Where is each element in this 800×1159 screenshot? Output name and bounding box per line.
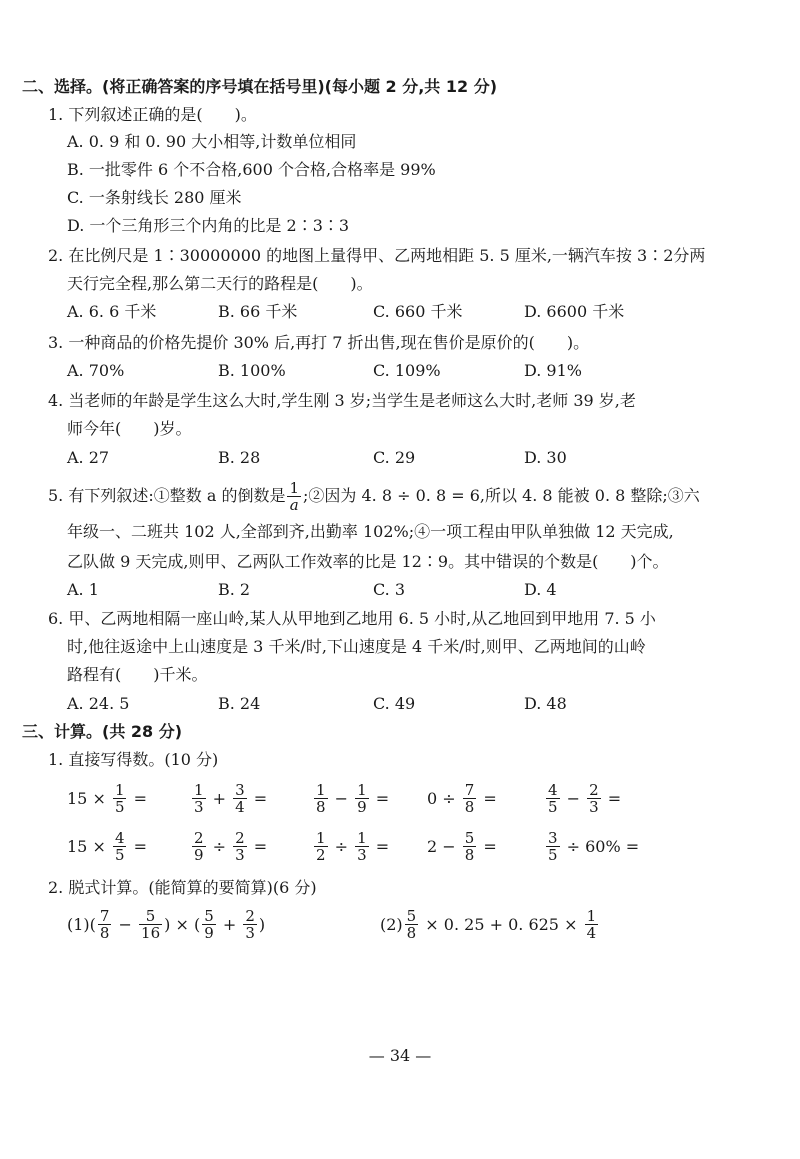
q3-option-c: C. 109%	[373, 361, 441, 380]
q5-fraction-denominator: a	[289, 496, 299, 514]
q2-option-a: A. 6. 6 千米	[67, 302, 157, 321]
calc-expression-2	[380, 908, 600, 941]
fraction-denominator: 5	[114, 798, 125, 816]
fraction	[314, 782, 328, 815]
math-text: =	[478, 789, 497, 808]
q5-option-d: D. 4	[524, 580, 557, 599]
calc-q1-title: 1. 直接写得数。(10 分)	[48, 750, 219, 769]
fraction-denominator: 5	[114, 846, 125, 864]
fraction-numerator: 2	[235, 829, 245, 847]
fraction	[585, 908, 599, 941]
q5-fraction	[287, 480, 301, 513]
fraction-denominator: 16	[141, 924, 161, 942]
fraction	[98, 908, 112, 941]
fraction-numerator: 4	[548, 781, 558, 799]
q6-option-a: A. 24. 5	[67, 694, 130, 713]
fraction-denominator: 9	[357, 798, 367, 816]
q6-option-d: D. 48	[524, 694, 567, 713]
calc-row1-item2	[190, 782, 267, 815]
q2-stem-line2: 天行完全程,那么第二天行的路程是( )。	[67, 274, 373, 293]
q6-option-b: B. 24	[218, 694, 261, 713]
calc-row2-item3	[312, 830, 389, 863]
fraction-denominator: 3	[589, 798, 599, 816]
fraction-denominator: 8	[464, 846, 475, 864]
fraction-denominator: 8	[464, 798, 475, 816]
fraction	[355, 782, 369, 815]
q2-option-d: D. 6600 千米	[524, 302, 625, 321]
fraction	[546, 830, 560, 863]
math-text: 15 ×	[67, 837, 111, 856]
q5-stem-pre: 5. 有下列叙述:①整数 a 的倒数是	[48, 486, 286, 505]
math-text: 0 ÷	[427, 789, 461, 808]
q5-option-a: A. 1	[67, 580, 99, 599]
math-text: ÷	[329, 837, 354, 856]
fraction-denominator: 5	[548, 846, 558, 864]
fraction-denominator: 3	[357, 846, 367, 864]
calc-row1-item1	[67, 782, 147, 815]
math-text: =	[248, 837, 268, 856]
q3-stem: 3. 一种商品的价格先提价 30% 后,再打 7 折出售,现在售价是原价的( )。	[48, 333, 590, 352]
fraction-denominator: 3	[245, 924, 255, 942]
calc-row1-item3	[312, 782, 389, 815]
math-text: +	[207, 789, 232, 808]
q3-option-d: D. 91%	[524, 361, 582, 380]
fraction-denominator: 9	[194, 846, 204, 864]
fraction-denominator: 2	[316, 846, 326, 864]
fraction-numerator: 5	[204, 907, 214, 925]
fraction-numerator: 7	[464, 781, 475, 799]
fraction	[113, 830, 127, 863]
q5-option-b: B. 2	[218, 580, 251, 599]
fraction	[405, 908, 419, 941]
fraction-numerator: 1	[316, 781, 326, 799]
calc-row2-item2	[190, 830, 267, 863]
fraction	[546, 782, 560, 815]
q1-option-c: C. 一条射线长 280 厘米	[67, 188, 242, 207]
fraction-denominator: 9	[204, 924, 214, 942]
q6-stem-line3: 路程有( )千米。	[67, 665, 208, 684]
fraction-denominator: 8	[316, 798, 326, 816]
math-text: −	[329, 789, 354, 808]
fraction	[202, 908, 216, 941]
fraction-denominator: 4	[235, 798, 245, 816]
math-text: ) × (	[164, 915, 201, 934]
q1-option-d: D. 一个三角形三个内角的比是 2∶3∶3	[67, 216, 350, 235]
math-text: =	[478, 837, 497, 856]
fraction-numerator: 5	[139, 908, 162, 925]
fraction	[587, 782, 601, 815]
section3-title: 三、计算。(共 28 分)	[22, 722, 183, 741]
q6-stem-line1: 6. 甲、乙两地相隔一座山岭,某人从甲地到乙地用 6. 5 小时,从乙地回到甲地用 7. 5 小	[48, 609, 656, 628]
q6-stem-line2: 时,他往返途中上山速度是 3 千米/时,下山速度是 4 千米/时,则甲、乙两地间的山岭	[67, 637, 646, 656]
calc-row1-item4	[427, 782, 497, 815]
math-text: )	[258, 915, 266, 934]
q5-stem-line3: 乙队做 9 天完成,则甲、乙两队工作效率的比是 12∶9。其中错误的个数是( )个。	[67, 552, 669, 571]
fraction-numerator: 4	[114, 829, 125, 847]
q3-option-b: B. 100%	[218, 361, 286, 380]
q1-option-a: A. 0. 9 和 0. 90 大小相等,计数单位相同	[67, 132, 357, 151]
fraction-numerator: 2	[194, 829, 204, 847]
math-text: −	[113, 915, 138, 934]
q3-option-a: A. 70%	[67, 361, 125, 380]
fraction-numerator: 1	[357, 829, 367, 847]
calc-q2-title: 2. 脱式计算。(能简算的要简算)(6 分)	[48, 878, 317, 897]
q4-option-c: C. 29	[373, 448, 416, 467]
math-text: × 0. 25 + 0. 625 ×	[420, 915, 583, 934]
fraction	[113, 782, 127, 815]
math-text: 15 ×	[67, 789, 111, 808]
fraction-numerator: 1	[194, 781, 204, 799]
fraction	[463, 782, 477, 815]
fraction-denominator: 8	[406, 924, 417, 942]
q4-stem-line1: 4. 当老师的年龄是学生这么大时,学生刚 3 岁;当学生是老师这么大时,老师 39 岁,老	[48, 391, 636, 410]
q6-option-c: C. 49	[373, 694, 416, 713]
q5-stem-line1	[48, 478, 700, 514]
fraction-denominator: 3	[235, 846, 245, 864]
fraction-denominator: 4	[586, 924, 597, 942]
fraction-numerator: 7	[99, 907, 110, 925]
math-text: ÷	[207, 837, 232, 856]
fraction-denominator: 5	[548, 798, 558, 816]
q5-option-c: C. 3	[373, 580, 406, 599]
fraction-numerator: 5	[406, 907, 417, 925]
math-text: =	[128, 789, 147, 808]
q2-option-c: C. 660 千米	[373, 302, 463, 321]
fraction-numerator: 1	[586, 907, 597, 925]
fraction-numerator: 2	[245, 907, 255, 925]
q4-option-b: B. 28	[218, 448, 261, 467]
math-text: (1)(	[67, 915, 96, 934]
calc-row1-item5	[544, 782, 621, 815]
fraction-numerator: 1	[316, 829, 326, 847]
fraction-numerator: 3	[235, 781, 245, 799]
q2-stem-line1: 2. 在比例尺是 1∶30000000 的地图上量得甲、乙两地相距 5. 5 厘米,一辆汽车按 3∶2分两	[48, 246, 706, 265]
fraction	[192, 830, 206, 863]
fraction-denominator: 8	[99, 924, 110, 942]
page-number: — 34 —	[368, 1046, 432, 1065]
fraction-numerator: 3	[548, 829, 558, 847]
fraction	[233, 830, 247, 863]
math-text: ÷ 60% =	[561, 837, 640, 856]
fraction	[139, 908, 162, 941]
fraction	[355, 830, 369, 863]
fraction	[243, 908, 257, 941]
fraction-numerator: 5	[464, 829, 475, 847]
q5-stem-line2: 年级一、二班共 102 人,全部到齐,出勤率 102%;④一项工程由甲队单独做 12 天完成,	[67, 522, 674, 541]
calc-row2-item4	[427, 830, 497, 863]
fraction-numerator: 1	[357, 781, 367, 799]
math-text: −	[561, 789, 586, 808]
q4-option-a: A. 27	[67, 448, 110, 467]
q5-stem-post: ;②因为 4. 8 ÷ 0. 8 = 6,所以 4. 8 能被 0. 8 整除;③六	[303, 486, 700, 505]
calc-row2-item5	[544, 830, 639, 863]
fraction	[463, 830, 477, 863]
fraction	[314, 830, 328, 863]
math-text: =	[248, 789, 268, 808]
q5-fraction-numerator: 1	[289, 479, 300, 497]
q2-option-b: B. 66 千米	[218, 302, 298, 321]
q4-option-d: D. 30	[524, 448, 567, 467]
fraction	[192, 782, 206, 815]
fraction-denominator: 3	[194, 798, 204, 816]
calc-expression-1	[67, 908, 265, 941]
section2-title: 二、选择。(将正确答案的序号填在括号里)(每小题 2 分,共 12 分)	[22, 77, 498, 96]
math-text: +	[217, 915, 242, 934]
calc-row2-item1	[67, 830, 147, 863]
fraction-numerator: 1	[114, 781, 125, 799]
q4-stem-line2: 师今年( )岁。	[67, 419, 192, 438]
q1-option-b: B. 一批零件 6 个不合格,600 个合格,合格率是 99%	[67, 160, 436, 179]
math-text: =	[370, 789, 390, 808]
fraction-numerator: 2	[589, 781, 599, 799]
q1-stem: 1. 下列叙述正确的是( )。	[48, 105, 257, 124]
fraction	[233, 782, 247, 815]
math-text: =	[602, 789, 622, 808]
math-text: 2 −	[427, 837, 461, 856]
math-text: =	[128, 837, 147, 856]
math-text: (2)	[380, 915, 403, 934]
math-text: =	[370, 837, 390, 856]
